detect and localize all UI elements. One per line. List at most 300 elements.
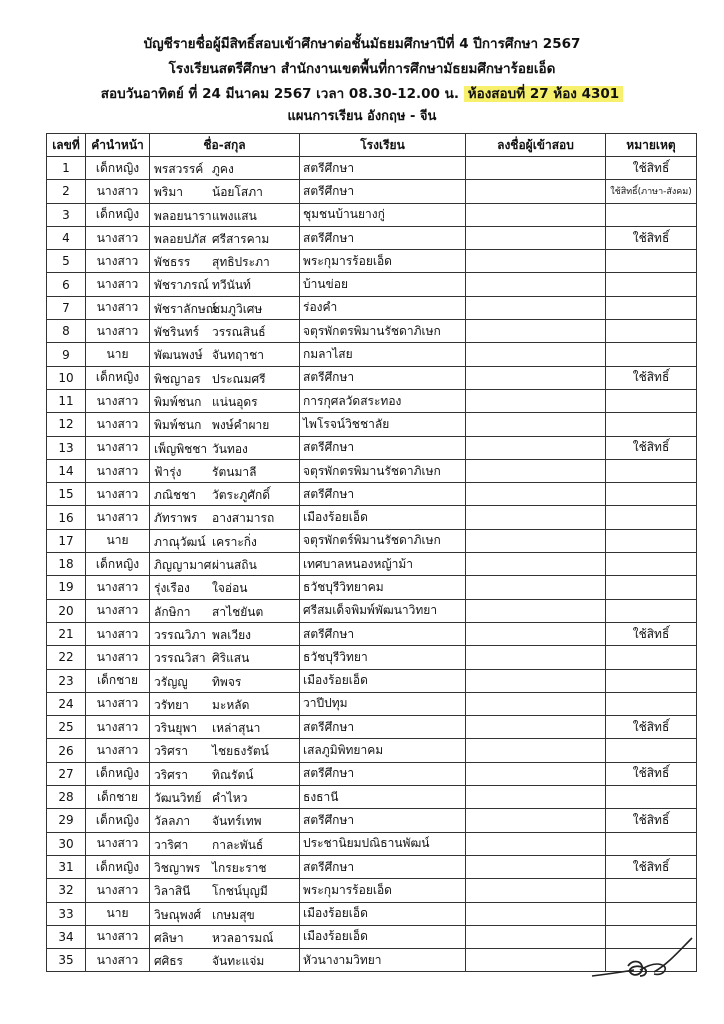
row-fullname bbox=[150, 902, 300, 925]
row-prefix: นางสาว bbox=[86, 599, 150, 622]
table-row bbox=[47, 296, 697, 319]
row-first-name: วิลาสินี bbox=[154, 884, 191, 899]
row-school: สตรีศึกษา bbox=[300, 855, 466, 878]
row-number: 24 bbox=[47, 692, 86, 715]
row-school: สตรีศึกษา bbox=[300, 762, 466, 785]
table-row bbox=[47, 692, 697, 715]
roster-body bbox=[47, 157, 697, 972]
row-remark: ใช้สิทธิ์ bbox=[606, 855, 697, 878]
row-remark: ใช้สิทธิ์ bbox=[606, 157, 697, 180]
col-header-name: ชื่อ-สกุล bbox=[150, 134, 300, 157]
row-signature-cell bbox=[466, 809, 606, 832]
row-last-name: เคราะกิ่ง bbox=[212, 534, 257, 549]
row-last-name: ไชยธงรัตน์ bbox=[212, 744, 269, 759]
row-last-name: ทิพจร bbox=[212, 674, 242, 689]
row-signature-cell bbox=[466, 413, 606, 436]
row-prefix: นาย bbox=[86, 529, 150, 552]
row-number: 19 bbox=[47, 576, 86, 599]
table-row bbox=[47, 180, 697, 203]
table-row bbox=[47, 646, 697, 669]
table-row bbox=[47, 343, 697, 366]
row-remark bbox=[606, 669, 697, 692]
row-signature-cell bbox=[466, 296, 606, 319]
row-remark bbox=[606, 273, 697, 296]
row-number: 29 bbox=[47, 809, 86, 832]
row-prefix: เด็กชาย bbox=[86, 786, 150, 809]
row-school: สตรีศึกษา bbox=[300, 157, 466, 180]
row-first-name: วัฒนวิทย์ bbox=[154, 791, 202, 806]
row-signature-cell bbox=[466, 553, 606, 576]
row-first-name: วรรณวิภา bbox=[154, 627, 207, 642]
row-last-name: คำไหว bbox=[212, 791, 248, 806]
row-last-name: เหล่าสุนา bbox=[212, 721, 261, 736]
row-fullname bbox=[150, 203, 300, 226]
roster-table bbox=[46, 133, 697, 972]
row-fullname bbox=[150, 692, 300, 715]
row-fullname bbox=[150, 436, 300, 459]
row-remark bbox=[606, 203, 697, 226]
row-first-name: พัชราภรณ์ bbox=[154, 278, 209, 293]
row-number: 16 bbox=[47, 506, 86, 529]
row-number: 23 bbox=[47, 669, 86, 692]
header-row bbox=[47, 134, 697, 157]
row-number: 6 bbox=[47, 273, 86, 296]
row-signature-cell bbox=[466, 692, 606, 715]
row-signature-cell bbox=[466, 343, 606, 366]
row-school: สตรีศึกษา bbox=[300, 180, 466, 203]
row-fullname bbox=[150, 809, 300, 832]
row-fullname bbox=[150, 716, 300, 739]
row-prefix: เด็กหญิง bbox=[86, 855, 150, 878]
row-number: 7 bbox=[47, 296, 86, 319]
row-prefix: นางสาว bbox=[86, 506, 150, 529]
row-last-name: น้อยโสภา bbox=[212, 185, 263, 200]
row-prefix: นาย bbox=[86, 902, 150, 925]
col-header-remark: หมายเหตุ bbox=[606, 134, 697, 157]
row-remark bbox=[606, 902, 697, 925]
row-first-name: ลักษิกา bbox=[154, 604, 191, 619]
row-last-name: โกชน์บุญมี bbox=[212, 884, 268, 899]
row-fullname bbox=[150, 250, 300, 273]
col-header-signature: ลงชื่อผู้เข้าสอบ bbox=[466, 134, 606, 157]
signature-mark bbox=[588, 930, 698, 990]
row-last-name: จันทฤาชา bbox=[212, 348, 265, 363]
row-prefix: เด็กหญิง bbox=[86, 809, 150, 832]
row-fullname bbox=[150, 646, 300, 669]
row-school: สตรีศึกษา bbox=[300, 366, 466, 389]
row-prefix: นางสาว bbox=[86, 413, 150, 436]
row-number: 1 bbox=[47, 157, 86, 180]
row-remark: ใช้สิทธิ์ bbox=[606, 226, 697, 249]
row-fullname bbox=[150, 320, 300, 343]
table-row bbox=[47, 576, 697, 599]
row-remark: ใช้สิทธิ์(ภาษา-สังคม) bbox=[606, 180, 697, 203]
row-number: 33 bbox=[47, 902, 86, 925]
row-fullname bbox=[150, 879, 300, 902]
row-school: ศรีสมเด็จพิมพ์พัฒนาวิทยา bbox=[300, 599, 466, 622]
row-remark bbox=[606, 879, 697, 902]
row-fullname bbox=[150, 739, 300, 762]
row-last-name: วัตระภูศักดิ์ bbox=[212, 488, 271, 503]
row-number: 11 bbox=[47, 389, 86, 412]
row-last-name: ทิณรัตน์ bbox=[212, 767, 254, 782]
col-header-school: โรงเรียน bbox=[300, 134, 466, 157]
row-fullname bbox=[150, 669, 300, 692]
row-first-name: ภัทราพร bbox=[154, 511, 198, 526]
row-school: บ้านข่อย bbox=[300, 273, 466, 296]
row-number: 8 bbox=[47, 320, 86, 343]
row-prefix: นางสาว bbox=[86, 483, 150, 506]
row-prefix: นางสาว bbox=[86, 692, 150, 715]
row-school: ร่องคำ bbox=[300, 296, 466, 319]
row-signature-cell bbox=[466, 902, 606, 925]
exam-room-highlight: ห้องสอบที่ 27 ห้อง 4301 bbox=[464, 86, 623, 102]
row-signature-cell bbox=[466, 436, 606, 459]
row-school: จตุรพักตร์พิมานรัชดาภิเษก bbox=[300, 529, 466, 552]
row-remark bbox=[606, 832, 697, 855]
row-signature-cell bbox=[466, 226, 606, 249]
row-fullname bbox=[150, 226, 300, 249]
row-first-name: ภิญญามาศ bbox=[154, 558, 212, 573]
row-prefix: เด็กหญิง bbox=[86, 203, 150, 226]
row-remark: ใช้สิทธิ์ bbox=[606, 716, 697, 739]
row-school: ธวัชบุรีวิทยาคม bbox=[300, 576, 466, 599]
row-signature-cell bbox=[466, 622, 606, 645]
row-remark: ใช้สิทธิ์ bbox=[606, 762, 697, 785]
table-row bbox=[47, 902, 697, 925]
row-fullname bbox=[150, 855, 300, 878]
row-school: พระกุมารร้อยเอ็ด bbox=[300, 879, 466, 902]
row-remark: ใช้สิทธิ์ bbox=[606, 809, 697, 832]
row-remark bbox=[606, 576, 697, 599]
row-school: จตุรพักตรพิมานรัชดาภิเษก bbox=[300, 320, 466, 343]
row-school: ธวัชบุรีวิทยา bbox=[300, 646, 466, 669]
row-number: 26 bbox=[47, 739, 86, 762]
row-signature-cell bbox=[466, 762, 606, 785]
row-number: 31 bbox=[47, 855, 86, 878]
row-signature-cell bbox=[466, 599, 606, 622]
row-first-name: พัชรินทร์ bbox=[154, 325, 200, 340]
row-signature-cell bbox=[466, 389, 606, 412]
row-fullname bbox=[150, 506, 300, 529]
row-school: ชุมชนบ้านยางกู่ bbox=[300, 203, 466, 226]
row-first-name: รุ่งเรือง bbox=[154, 581, 190, 596]
row-signature-cell bbox=[466, 739, 606, 762]
row-last-name: พงษ์คำผาย bbox=[212, 418, 270, 433]
row-last-name: วรรณสินธ์ bbox=[212, 325, 266, 340]
row-signature-cell bbox=[466, 786, 606, 809]
row-first-name: วัลลภา bbox=[154, 814, 191, 829]
row-prefix: นางสาว bbox=[86, 739, 150, 762]
row-first-name: พิชญาอร bbox=[154, 371, 201, 386]
row-last-name: มะหลัด bbox=[212, 697, 250, 712]
row-fullname bbox=[150, 553, 300, 576]
row-signature-cell bbox=[466, 157, 606, 180]
table-row bbox=[47, 250, 697, 273]
row-last-name: ใจอ่อน bbox=[212, 581, 248, 596]
row-fullname bbox=[150, 599, 300, 622]
row-fullname bbox=[150, 762, 300, 785]
row-first-name: วริศรา bbox=[154, 767, 188, 782]
row-last-name: ชมภูวิเศษ bbox=[212, 301, 263, 316]
row-number: 13 bbox=[47, 436, 86, 459]
row-prefix: นางสาว bbox=[86, 296, 150, 319]
row-remark bbox=[606, 646, 697, 669]
row-number: 2 bbox=[47, 180, 86, 203]
row-fullname bbox=[150, 622, 300, 645]
row-school: หัวนางามวิทยา bbox=[300, 949, 466, 972]
row-first-name: วรินยุพา bbox=[154, 721, 198, 736]
row-remark bbox=[606, 599, 697, 622]
row-last-name: ทวีนันท์ bbox=[212, 278, 251, 293]
row-signature-cell bbox=[466, 832, 606, 855]
row-first-name: พลอยนารา bbox=[154, 208, 212, 223]
row-signature-cell bbox=[466, 669, 606, 692]
row-school: ธงธานี bbox=[300, 786, 466, 809]
table-row bbox=[47, 832, 697, 855]
table-row bbox=[47, 855, 697, 878]
table-row bbox=[47, 786, 697, 809]
col-header-number: เลขที่ bbox=[47, 134, 86, 157]
row-fullname bbox=[150, 296, 300, 319]
row-school: พระกุมารร้อยเอ็ด bbox=[300, 250, 466, 273]
table-row bbox=[47, 809, 697, 832]
row-school: เสลภูมิพิทยาคม bbox=[300, 739, 466, 762]
row-first-name: ฟ้ารุ่ง bbox=[154, 464, 182, 479]
row-school: เมืองร้อยเอ็ด bbox=[300, 902, 466, 925]
table-row bbox=[47, 506, 697, 529]
row-first-name: พลอยปภัส bbox=[154, 231, 207, 246]
row-remark bbox=[606, 459, 697, 482]
row-school: ประชานิยมปณิธานพัฒน์ bbox=[300, 832, 466, 855]
table-row bbox=[47, 203, 697, 226]
row-first-name: ศลิษา bbox=[154, 930, 184, 945]
row-number: 10 bbox=[47, 366, 86, 389]
row-prefix: นางสาว bbox=[86, 180, 150, 203]
table-row bbox=[47, 669, 697, 692]
row-last-name: วันทอง bbox=[212, 441, 248, 456]
document-header bbox=[0, 32, 724, 126]
row-prefix: นางสาว bbox=[86, 459, 150, 482]
row-prefix: นางสาว bbox=[86, 436, 150, 459]
row-remark bbox=[606, 483, 697, 506]
row-signature-cell bbox=[466, 273, 606, 296]
row-school: เมืองร้อยเอ็ด bbox=[300, 669, 466, 692]
row-prefix: เด็กชาย bbox=[86, 669, 150, 692]
row-first-name: พัชราลักษณ์ bbox=[154, 301, 217, 316]
row-prefix: เด็กหญิง bbox=[86, 157, 150, 180]
row-first-name: ภณิชชา bbox=[154, 488, 197, 503]
row-fullname bbox=[150, 925, 300, 948]
row-first-name: พัฒนพงษ์ bbox=[154, 348, 203, 363]
row-remark bbox=[606, 389, 697, 412]
table-row bbox=[47, 320, 697, 343]
row-remark bbox=[606, 413, 697, 436]
row-number: 20 bbox=[47, 599, 86, 622]
row-first-name: วิษณุพงศ์ bbox=[154, 907, 202, 922]
row-last-name: แพงแสน bbox=[212, 208, 257, 223]
row-last-name: ไกรยะราช bbox=[212, 860, 267, 875]
row-school: เมืองร้อยเอ็ด bbox=[300, 925, 466, 948]
row-number: 27 bbox=[47, 762, 86, 785]
row-school: สตรีศึกษา bbox=[300, 809, 466, 832]
row-signature-cell bbox=[466, 716, 606, 739]
row-last-name: เกษมสุข bbox=[212, 907, 255, 922]
row-fullname bbox=[150, 459, 300, 482]
row-signature-cell bbox=[466, 320, 606, 343]
row-school: สตรีศึกษา bbox=[300, 622, 466, 645]
row-signature-cell bbox=[466, 250, 606, 273]
row-last-name: สุทธิประภา bbox=[212, 255, 270, 270]
row-prefix: นางสาว bbox=[86, 273, 150, 296]
row-remark: ใช้สิทธิ์ bbox=[606, 366, 697, 389]
row-fullname bbox=[150, 180, 300, 203]
row-last-name: สาไชยันต bbox=[212, 604, 264, 619]
title-line-2: โรงเรียนสตรีศึกษา สำนักงานเขตพื้นที่การศึกษามัธยมศึกษาร้อยเอ็ด bbox=[168, 61, 556, 77]
row-remark bbox=[606, 786, 697, 809]
row-last-name: พลเวียง bbox=[212, 627, 251, 642]
row-last-name: ศรีสารคาม bbox=[212, 231, 270, 246]
row-remark bbox=[606, 320, 697, 343]
row-number: 4 bbox=[47, 226, 86, 249]
table-row bbox=[47, 716, 697, 739]
row-last-name: ผ่านสถิน bbox=[212, 558, 257, 573]
row-prefix: เด็กหญิง bbox=[86, 762, 150, 785]
row-last-name: กาละพันธ์ bbox=[212, 837, 264, 852]
row-remark bbox=[606, 529, 697, 552]
row-fullname bbox=[150, 786, 300, 809]
table-row bbox=[47, 226, 697, 249]
row-remark bbox=[606, 739, 697, 762]
row-number: 34 bbox=[47, 925, 86, 948]
row-number: 25 bbox=[47, 716, 86, 739]
row-remark bbox=[606, 343, 697, 366]
row-school: การกุศลวัดสระทอง bbox=[300, 389, 466, 412]
row-fullname bbox=[150, 413, 300, 436]
row-school: กมลาไสย bbox=[300, 343, 466, 366]
row-prefix: นางสาว bbox=[86, 925, 150, 948]
title-line-3 bbox=[0, 82, 724, 107]
row-signature-cell bbox=[466, 529, 606, 552]
row-signature-cell bbox=[466, 949, 606, 972]
row-first-name: เพ็ญพิชชา bbox=[154, 441, 208, 456]
row-last-name: จันทร์เทพ bbox=[212, 814, 262, 829]
row-prefix: นางสาว bbox=[86, 576, 150, 599]
row-fullname bbox=[150, 343, 300, 366]
row-signature-cell bbox=[466, 576, 606, 599]
row-first-name: พรสวรรค์ bbox=[154, 162, 204, 176]
row-number: 12 bbox=[47, 413, 86, 436]
table-row bbox=[47, 273, 697, 296]
row-number: 18 bbox=[47, 553, 86, 576]
row-first-name: พิมพ์ชนก bbox=[154, 394, 202, 409]
row-remark bbox=[606, 553, 697, 576]
row-fullname bbox=[150, 273, 300, 296]
table-row bbox=[47, 739, 697, 762]
row-signature-cell bbox=[466, 483, 606, 506]
row-school: วาปีปทุม bbox=[300, 692, 466, 715]
row-first-name: วรัญญู bbox=[154, 674, 188, 689]
row-signature-cell bbox=[466, 925, 606, 948]
row-prefix: นางสาว bbox=[86, 832, 150, 855]
row-last-name: รัตนมาลี bbox=[212, 464, 257, 479]
row-school: สตรีศึกษา bbox=[300, 436, 466, 459]
row-remark bbox=[606, 692, 697, 715]
table-row bbox=[47, 553, 697, 576]
row-signature-cell bbox=[466, 459, 606, 482]
table-row bbox=[47, 413, 697, 436]
row-fullname bbox=[150, 483, 300, 506]
row-school: สตรีศึกษา bbox=[300, 716, 466, 739]
row-first-name: วาริศา bbox=[154, 837, 189, 852]
table-row bbox=[47, 599, 697, 622]
row-last-name: แน่นอุดร bbox=[212, 394, 258, 409]
row-number: 28 bbox=[47, 786, 86, 809]
row-remark bbox=[606, 250, 697, 273]
row-number: 30 bbox=[47, 832, 86, 855]
row-signature-cell bbox=[466, 855, 606, 878]
row-last-name: ประณมศรี bbox=[212, 371, 266, 386]
row-prefix: เด็กหญิง bbox=[86, 366, 150, 389]
row-signature-cell bbox=[466, 879, 606, 902]
row-prefix: นางสาว bbox=[86, 879, 150, 902]
row-prefix: เด็กหญิง bbox=[86, 553, 150, 576]
row-prefix: นางสาว bbox=[86, 250, 150, 273]
row-fullname bbox=[150, 832, 300, 855]
row-last-name: หวลอารมณ์ bbox=[212, 930, 274, 945]
row-fullname bbox=[150, 366, 300, 389]
row-number: 21 bbox=[47, 622, 86, 645]
row-fullname bbox=[150, 576, 300, 599]
row-signature-cell bbox=[466, 180, 606, 203]
row-school: เมืองร้อยเอ็ด bbox=[300, 506, 466, 529]
row-first-name: พิมพ์ชนก bbox=[154, 418, 202, 433]
row-remark bbox=[606, 296, 697, 319]
row-prefix: นางสาว bbox=[86, 226, 150, 249]
row-number: 32 bbox=[47, 879, 86, 902]
table-row bbox=[47, 459, 697, 482]
row-first-name: ภาณุวัฒน์ bbox=[154, 534, 206, 549]
row-first-name: วิชญาพร bbox=[154, 860, 201, 875]
row-first-name: วรัทยา bbox=[154, 697, 189, 712]
table-row bbox=[47, 622, 697, 645]
row-last-name: จันทะแจ่ม bbox=[212, 954, 265, 969]
row-fullname bbox=[150, 529, 300, 552]
row-number: 35 bbox=[47, 949, 86, 972]
table-row bbox=[47, 483, 697, 506]
row-prefix: นางสาว bbox=[86, 646, 150, 669]
table-row bbox=[47, 389, 697, 412]
row-number: 15 bbox=[47, 483, 86, 506]
row-remark: ใช้สิทธิ์ bbox=[606, 436, 697, 459]
row-number: 5 bbox=[47, 250, 86, 273]
row-school: เทศบาลหนองหญ้าม้า bbox=[300, 553, 466, 576]
row-school: สตรีศึกษา bbox=[300, 226, 466, 249]
row-first-name: วริศรา bbox=[154, 744, 188, 759]
title-line-1: บัญชีรายชื่อผู้มีสิทธิ์สอบเข้าศึกษาต่อชั้นมัธยมศึกษาปีที่ 4 ปีการศึกษา 2567 bbox=[143, 36, 581, 52]
table-row bbox=[47, 366, 697, 389]
row-signature-cell bbox=[466, 506, 606, 529]
row-school: จตุรพักตรพิมานรัชดาภิเษก bbox=[300, 459, 466, 482]
row-signature-cell bbox=[466, 366, 606, 389]
row-first-name: ศศิธร bbox=[154, 954, 184, 969]
row-remark: ใช้สิทธิ์ bbox=[606, 622, 697, 645]
row-signature-cell bbox=[466, 646, 606, 669]
row-remark bbox=[606, 506, 697, 529]
row-number: 14 bbox=[47, 459, 86, 482]
row-fullname bbox=[150, 157, 300, 180]
row-prefix: นางสาว bbox=[86, 716, 150, 739]
